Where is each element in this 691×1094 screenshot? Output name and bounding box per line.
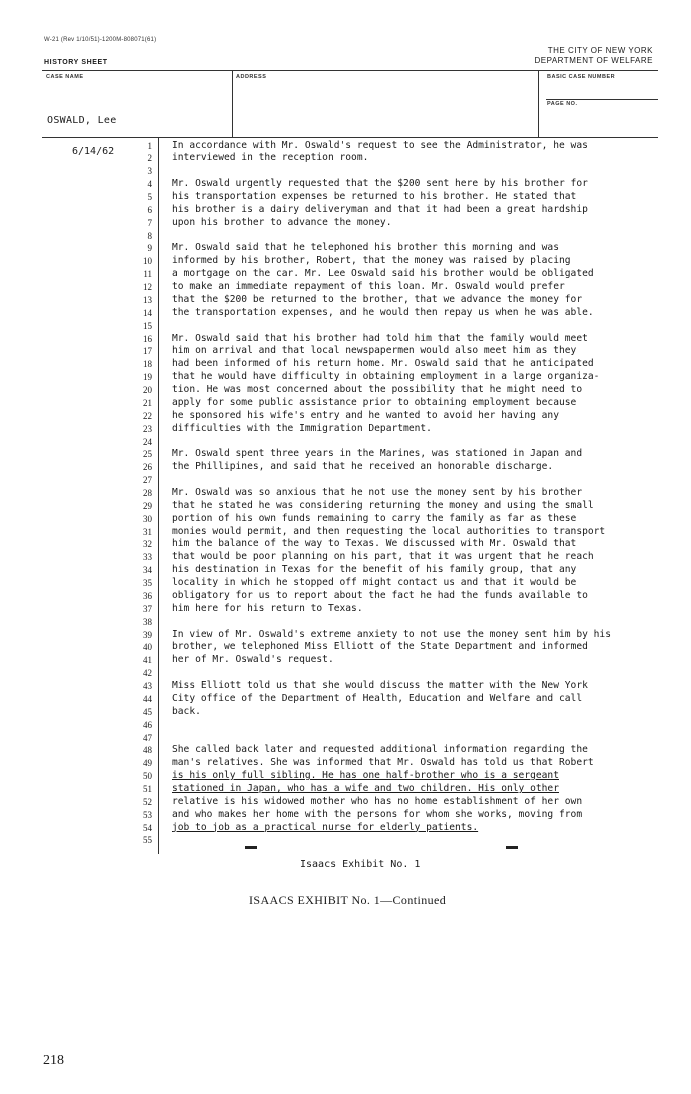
body-line: is his only full sibling. He has one half-brother who is a sergeant <box>172 770 559 782</box>
case-name-label: CASE NAME <box>46 74 84 80</box>
body-line: tion. He was most concerned about the possibility that he might need to <box>172 384 583 396</box>
entry-date: 6/14/62 <box>72 146 115 157</box>
department-name: DEPARTMENT OF WELFARE <box>534 56 653 65</box>
line-number: 6 <box>147 204 152 215</box>
history-sheet-title: HISTORY SHEET <box>44 59 108 66</box>
line-number: 13 <box>143 294 152 305</box>
line-number: 51 <box>143 784 152 794</box>
body-line: locality in which he stopped off might contact us and that it would be <box>172 577 577 589</box>
line-number: 52 <box>143 796 152 807</box>
body-line: She called back later and requested additional information regarding the <box>172 744 588 756</box>
body-line: Mr. Oswald said that his brother had told him that the family would meet <box>172 332 588 344</box>
line-number: 26 <box>143 462 152 473</box>
line-number: 47 <box>143 732 152 743</box>
line-number: 4 <box>147 179 152 190</box>
page-number: 218 <box>43 1053 64 1068</box>
line-number: 32 <box>143 539 152 550</box>
line-number: 36 <box>143 590 152 601</box>
line-number: 2 <box>147 153 152 164</box>
line-number: 17 <box>143 346 152 357</box>
line-number: 19 <box>143 372 152 383</box>
body-line: back. <box>172 705 201 717</box>
body-line: In view of Mr. Oswald's extreme anxiety to not use the money sent him by his <box>172 628 611 640</box>
line-number: 48 <box>143 745 152 756</box>
body-line: his brother is a dairy deliveryman and that it had been a great hardship <box>172 203 588 215</box>
line-number: 33 <box>143 552 152 563</box>
body-line: Mr. Oswald urgently requested that the $200 sent here by his brother for <box>172 178 588 190</box>
line-number: 42 <box>143 668 152 679</box>
line-number: 45 <box>143 706 152 717</box>
body-line: the Phillipines, and said that he received an honorable discharge. <box>172 461 554 473</box>
body-line: job to job as a practical nurse for elderly patients. <box>172 821 479 833</box>
basic-case-number-label: BASIC CASE NUMBER <box>547 74 616 80</box>
body-line: had been informed of his return home. Mr. Oswald said that he anticipated <box>172 358 594 370</box>
line-number: 49 <box>143 758 152 769</box>
line-number: 28 <box>143 487 152 498</box>
line-number: 40 <box>143 642 152 653</box>
exhibit-label: Isaacs Exhibit No. 1 <box>300 859 421 870</box>
body-line: brother, we telephoned Miss Elliott of the State Department and informed <box>172 641 588 653</box>
line-number: 44 <box>143 693 152 704</box>
line-number: 50 <box>143 771 152 782</box>
body-line: Miss Elliott told us that she would discuss the matter with the New York <box>172 680 588 692</box>
body-line: man's relatives. She was informed that Mr. Oswald has told us that Robert <box>172 757 594 769</box>
address-label: ADDRESS <box>236 74 267 80</box>
line-number: 23 <box>143 423 152 434</box>
line-number: 15 <box>143 320 152 331</box>
body-line: upon his brother to advance the money. <box>172 216 392 228</box>
body-line: informed by his brother, Robert, that the money was raised by placing <box>172 255 571 267</box>
line-number: 35 <box>143 578 152 589</box>
case-name: OSWALD, Lee <box>47 115 117 126</box>
city-name: THE CITY OF NEW YORK <box>547 46 653 55</box>
body-line: him here for his return to Texas. <box>172 602 363 614</box>
body-line: difficulties with the Immigration Department. <box>172 422 432 434</box>
body-line: that he stated he was considering returning the money and using the small <box>172 499 594 511</box>
line-number: 21 <box>143 397 152 408</box>
line-number: 20 <box>143 385 152 396</box>
body-line: a mortgage on the car. Mr. Lee Oswald said his brother would be obligated <box>172 268 594 280</box>
body-line: the transportation expenses, and he would then repay us when he was able. <box>172 306 594 318</box>
agency-header <box>534 46 653 66</box>
header-divider-2 <box>538 70 539 137</box>
header-rule-bottom <box>42 137 658 138</box>
line-number: 55 <box>143 835 152 846</box>
header-rule-top <box>42 70 658 71</box>
page-no-label: PAGE NO. <box>547 101 578 107</box>
line-number: 18 <box>143 359 152 370</box>
body-line: Mr. Oswald spent three years in the Marines, was stationed in Japan and <box>172 448 583 460</box>
body-line: relative is his widowed mother who has no home establishment of her own <box>172 795 583 807</box>
body-line: obligatory for us to report about the fact he had the funds available to <box>172 589 588 601</box>
line-number: 53 <box>143 809 152 820</box>
line-number: 16 <box>143 333 152 344</box>
line-number: 37 <box>143 603 152 614</box>
form-code: W-21 (Rev 1/10/51)-1200M-808071(61) <box>44 37 157 43</box>
line-number: 30 <box>143 513 152 524</box>
line-number: 31 <box>143 526 152 537</box>
body-line: Mr. Oswald was so anxious that he not use the money sent by his brother <box>172 486 583 498</box>
line-number: 25 <box>143 449 152 460</box>
body-line: apply for some public assistance prior to obtaining employment because <box>172 396 577 408</box>
line-number: 7 <box>147 217 152 228</box>
line-number: 34 <box>143 565 152 576</box>
line-number: 43 <box>143 681 152 692</box>
line-number: 14 <box>143 307 152 318</box>
line-number: 11 <box>143 269 152 280</box>
line-number: 22 <box>143 410 152 421</box>
body-line: him the balance of the way to Texas. We discussed with Mr. Oswald that <box>172 538 577 550</box>
line-number: 46 <box>143 719 152 730</box>
exhibit-caption: ISAACS EXHIBIT No. 1—Continued <box>249 893 447 907</box>
body-line: his transportation expenses be returned to his brother. He stated that <box>172 190 577 202</box>
body-line: he sponsored his wife's entry and he wanted to avoid her having any <box>172 409 559 421</box>
line-number: 41 <box>143 655 152 666</box>
case-number-rule <box>546 99 658 100</box>
body-line: his destination in Texas for the benefit of his family group, that any <box>172 564 577 576</box>
body-line: portion of his own funds remaining to carry the family as far as these <box>172 512 577 524</box>
body-line: to make an immediate repayment of this loan. Mr. Oswald would prefer <box>172 281 565 293</box>
line-number: 10 <box>143 256 152 267</box>
body-line: stationed in Japan, who has a wife and two children. His only other <box>172 783 559 794</box>
body-line: that the $200 be returned to the brother, that we advance the money for <box>172 293 583 305</box>
line-number: 38 <box>143 616 152 627</box>
line-number-rule <box>158 138 159 854</box>
stamp-mark-left <box>245 846 257 849</box>
line-number: 54 <box>143 822 152 833</box>
body-line: In accordance with Mr. Oswald's request to see the Administrator, he was <box>172 139 588 151</box>
line-number: 8 <box>147 230 152 241</box>
line-number: 27 <box>143 475 152 486</box>
line-number: 5 <box>147 191 152 202</box>
body-line: him on arrival and that local newspapermen would also meet him as they <box>172 345 577 357</box>
body-line: monies would permit, and then requesting the local authorities to transport <box>172 525 606 537</box>
line-number: 39 <box>143 629 152 640</box>
line-number: 24 <box>143 436 152 447</box>
body-line: City office of the Department of Health, Education and Welfare and call <box>172 692 583 704</box>
stamp-mark-right <box>506 846 518 849</box>
body-line: that he would have difficulty in obtaining employment in a large organiza- <box>172 371 600 383</box>
body-line: that would be poor planning on his part, that it was urgent that he reach <box>172 551 594 563</box>
line-number: 1 <box>147 140 152 151</box>
line-number: 29 <box>143 500 152 511</box>
line-number: 3 <box>147 166 152 177</box>
body-line: interviewed in the reception room. <box>172 152 369 164</box>
body-line: her of Mr. Oswald's request. <box>172 654 334 666</box>
body-line: and who makes her home with the persons for whom she works, moving from <box>172 808 583 820</box>
line-number: 9 <box>147 243 152 254</box>
header-divider-1 <box>232 70 233 137</box>
body-line: Mr. Oswald said that he telephoned his brother this morning and was <box>172 242 559 254</box>
line-number: 12 <box>143 282 152 293</box>
